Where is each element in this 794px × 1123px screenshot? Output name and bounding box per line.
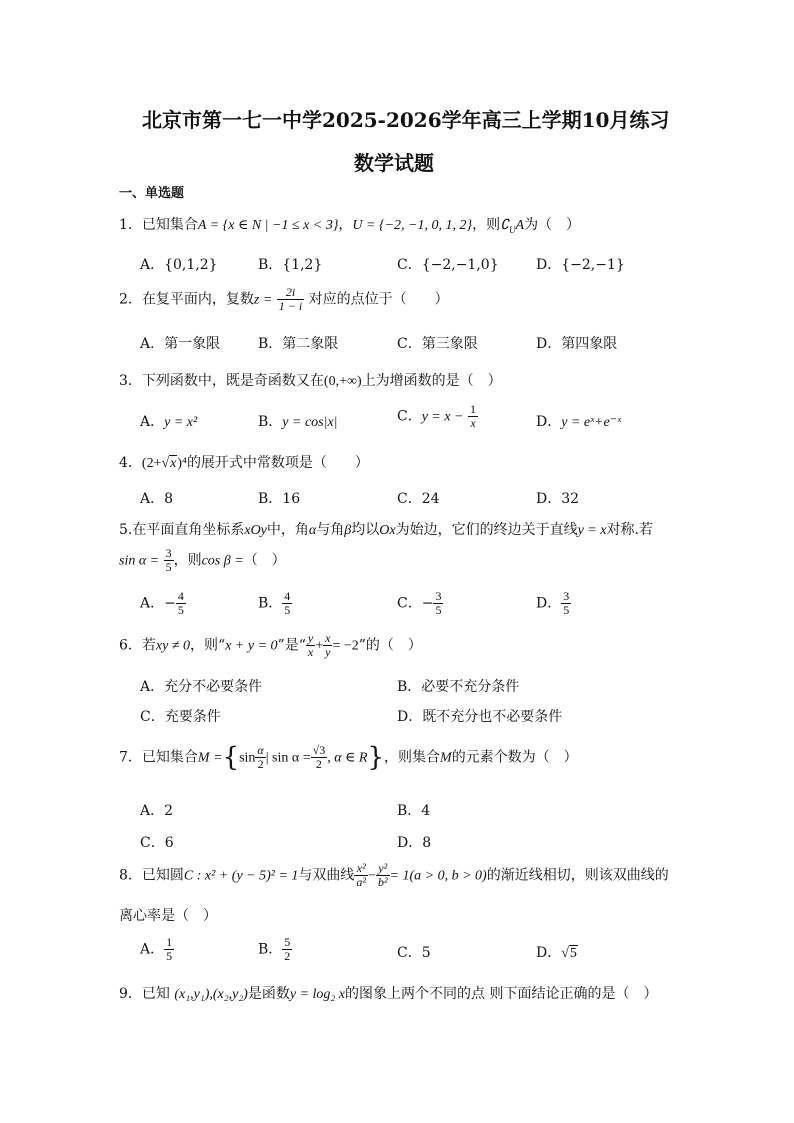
fraction: $\frac{\text{x²}}{\text{a²}}$ [356, 861, 367, 889]
option-d: D． $\frac{3}{5}$ [536, 589, 570, 617]
option-b: B．16 [258, 491, 301, 507]
option-c: C．{−2,−1,0} [397, 257, 499, 273]
option-a: A． $\frac{1}{5}$ [140, 935, 173, 963]
option-c: C．24 [397, 491, 440, 507]
option-d: D．√5 [536, 945, 577, 961]
option-c: C．第三象限 [397, 336, 478, 352]
option-c: C．充要条件 [140, 709, 221, 725]
option-c: C．6 [140, 835, 174, 851]
question-number: 3． [119, 373, 142, 389]
option-c: C．y = x − $\frac{1}{x}$ [397, 402, 476, 430]
fraction: $\frac{4}{5}$ [177, 589, 184, 617]
option-b: B．第二象限 [258, 336, 339, 352]
option-d: D．{−2,−1} [536, 257, 625, 273]
option-a: A．第一象限 [140, 336, 221, 352]
question-2: 2．在复平面内，复数z = $\frac{2i}{1 - i}$ 对应的点位于（ ） [119, 285, 449, 313]
option-d: D．8 [397, 835, 432, 851]
option-b: B．y = cos|x| [258, 414, 338, 430]
question-number: 2． [119, 291, 142, 308]
fraction: $\frac{5}{2}$ [284, 935, 291, 963]
option-b: B．{1,2} [258, 257, 323, 273]
question-3: 3．下列函数中，既是奇函数又在(0,+∞)上为增函数的是（ ） [119, 373, 502, 389]
fraction: $\frac{2i}{1 - i}$ [278, 285, 303, 313]
question-number: 4． [119, 455, 142, 471]
option-a: A．− $\frac{4}{5}$ [140, 589, 184, 617]
question-5: 5.在平面直角坐标系xOy中，角α与角β均以Ox为始边，它们的终边关于直线y = x对称.若 [119, 522, 653, 538]
question-number: 9． [119, 986, 142, 1002]
fraction: $\frac{x}{y}$ [325, 631, 331, 659]
question-5-line2: sin α = $\frac{3}{5}$ ，则cos β =（ ） [119, 546, 286, 574]
option-d: D．既不充分也不必要条件 [397, 709, 563, 725]
fraction: $\frac{3}{5}$ [563, 589, 570, 617]
option-a: A．{0,1,2} [140, 257, 218, 273]
fraction: $\frac{4}{5}$ [284, 589, 291, 617]
fraction: $\frac{√3}{2}$ [312, 743, 326, 771]
question-6: 6．若xy ≠ 0，则“x + y = 0”是“ $\frac{y}{x}$ + $\frac{x}{y}$ = −2”的（ ） [119, 631, 422, 659]
fraction: $\frac{3}{5}$ [435, 589, 442, 617]
option-d: D．第四象限 [536, 336, 618, 352]
question-1: 1．已知集合A = {x ∈ N | −1 ≤ x < 3}，U = {−2, −1, 0, 1, 2}，则$∁_UA$为（ ） [119, 217, 581, 235]
fraction: $\frac{\alpha}{2}$ [257, 743, 264, 771]
question-number: 7． [119, 749, 142, 766]
question-number: 5. [119, 522, 133, 538]
option-d: D．y = eˣ+e⁻ˣ [536, 414, 622, 430]
option-c: C．5 [397, 945, 431, 961]
option-a: A．8 [140, 491, 174, 507]
fraction: $\frac{1}{x}$ [470, 402, 476, 430]
question-9: 9．已知 (x₁,y₁),(x₂,y₂)是函数y = log₂ x的图象上两个不同的点 则下面结论正确的是（ ） [119, 986, 658, 1002]
option-a: A．y = x² [140, 414, 198, 430]
option-b: B． $\frac{5}{2}$ [258, 935, 291, 963]
question-number: 6． [119, 637, 142, 654]
option-a: A．2 [140, 803, 174, 819]
option-b: B． $\frac{4}{5}$ [258, 589, 291, 617]
question-number: 1． [119, 217, 142, 233]
option-a: A．充分不必要条件 [140, 679, 263, 695]
option-b: B．必要不充分条件 [397, 679, 520, 695]
option-c: C．− $\frac{3}{5}$ [397, 589, 442, 617]
question-8: 8．已知圆C : x² + (y − 5)² = 1与双曲线 $\frac{\text{x²}}{\text{a²}}$ − $\frac{\text{y²}}{\text{b²}}$ = 1(a > 0, b > 0)的渐近线相切，则该双曲线的 [119, 861, 669, 889]
question-8-line2: 离心率是（ ） [119, 908, 217, 924]
option-b: B．4 [397, 803, 431, 819]
fraction: $\frac{\text{y²}}{\text{b²}}$ [377, 861, 388, 889]
fraction: $\frac{3}{5}$ [165, 546, 172, 574]
page-title: 北京市第一七一中学2025-2026学年高三上学期10月练习 [142, 108, 670, 132]
page-subtitle: 数学试题 [354, 151, 434, 175]
question-number: 8． [119, 867, 142, 884]
question-7: 7．已知集合M ={sin $\frac{\alpha}{2}$ | sin α = $\frac{√3}{2}$ , α ∈ R}，则集合M的元素个数为（ ） [119, 742, 578, 773]
question-4: 4．(2+√x)⁴的展开式中常数项是（ ） [119, 455, 369, 471]
fraction: $\frac{y}{x}$ [307, 631, 314, 659]
fraction: $\frac{1}{5}$ [166, 935, 173, 963]
section-heading: 一、单选题 [119, 186, 185, 201]
option-d: D．32 [536, 491, 580, 507]
